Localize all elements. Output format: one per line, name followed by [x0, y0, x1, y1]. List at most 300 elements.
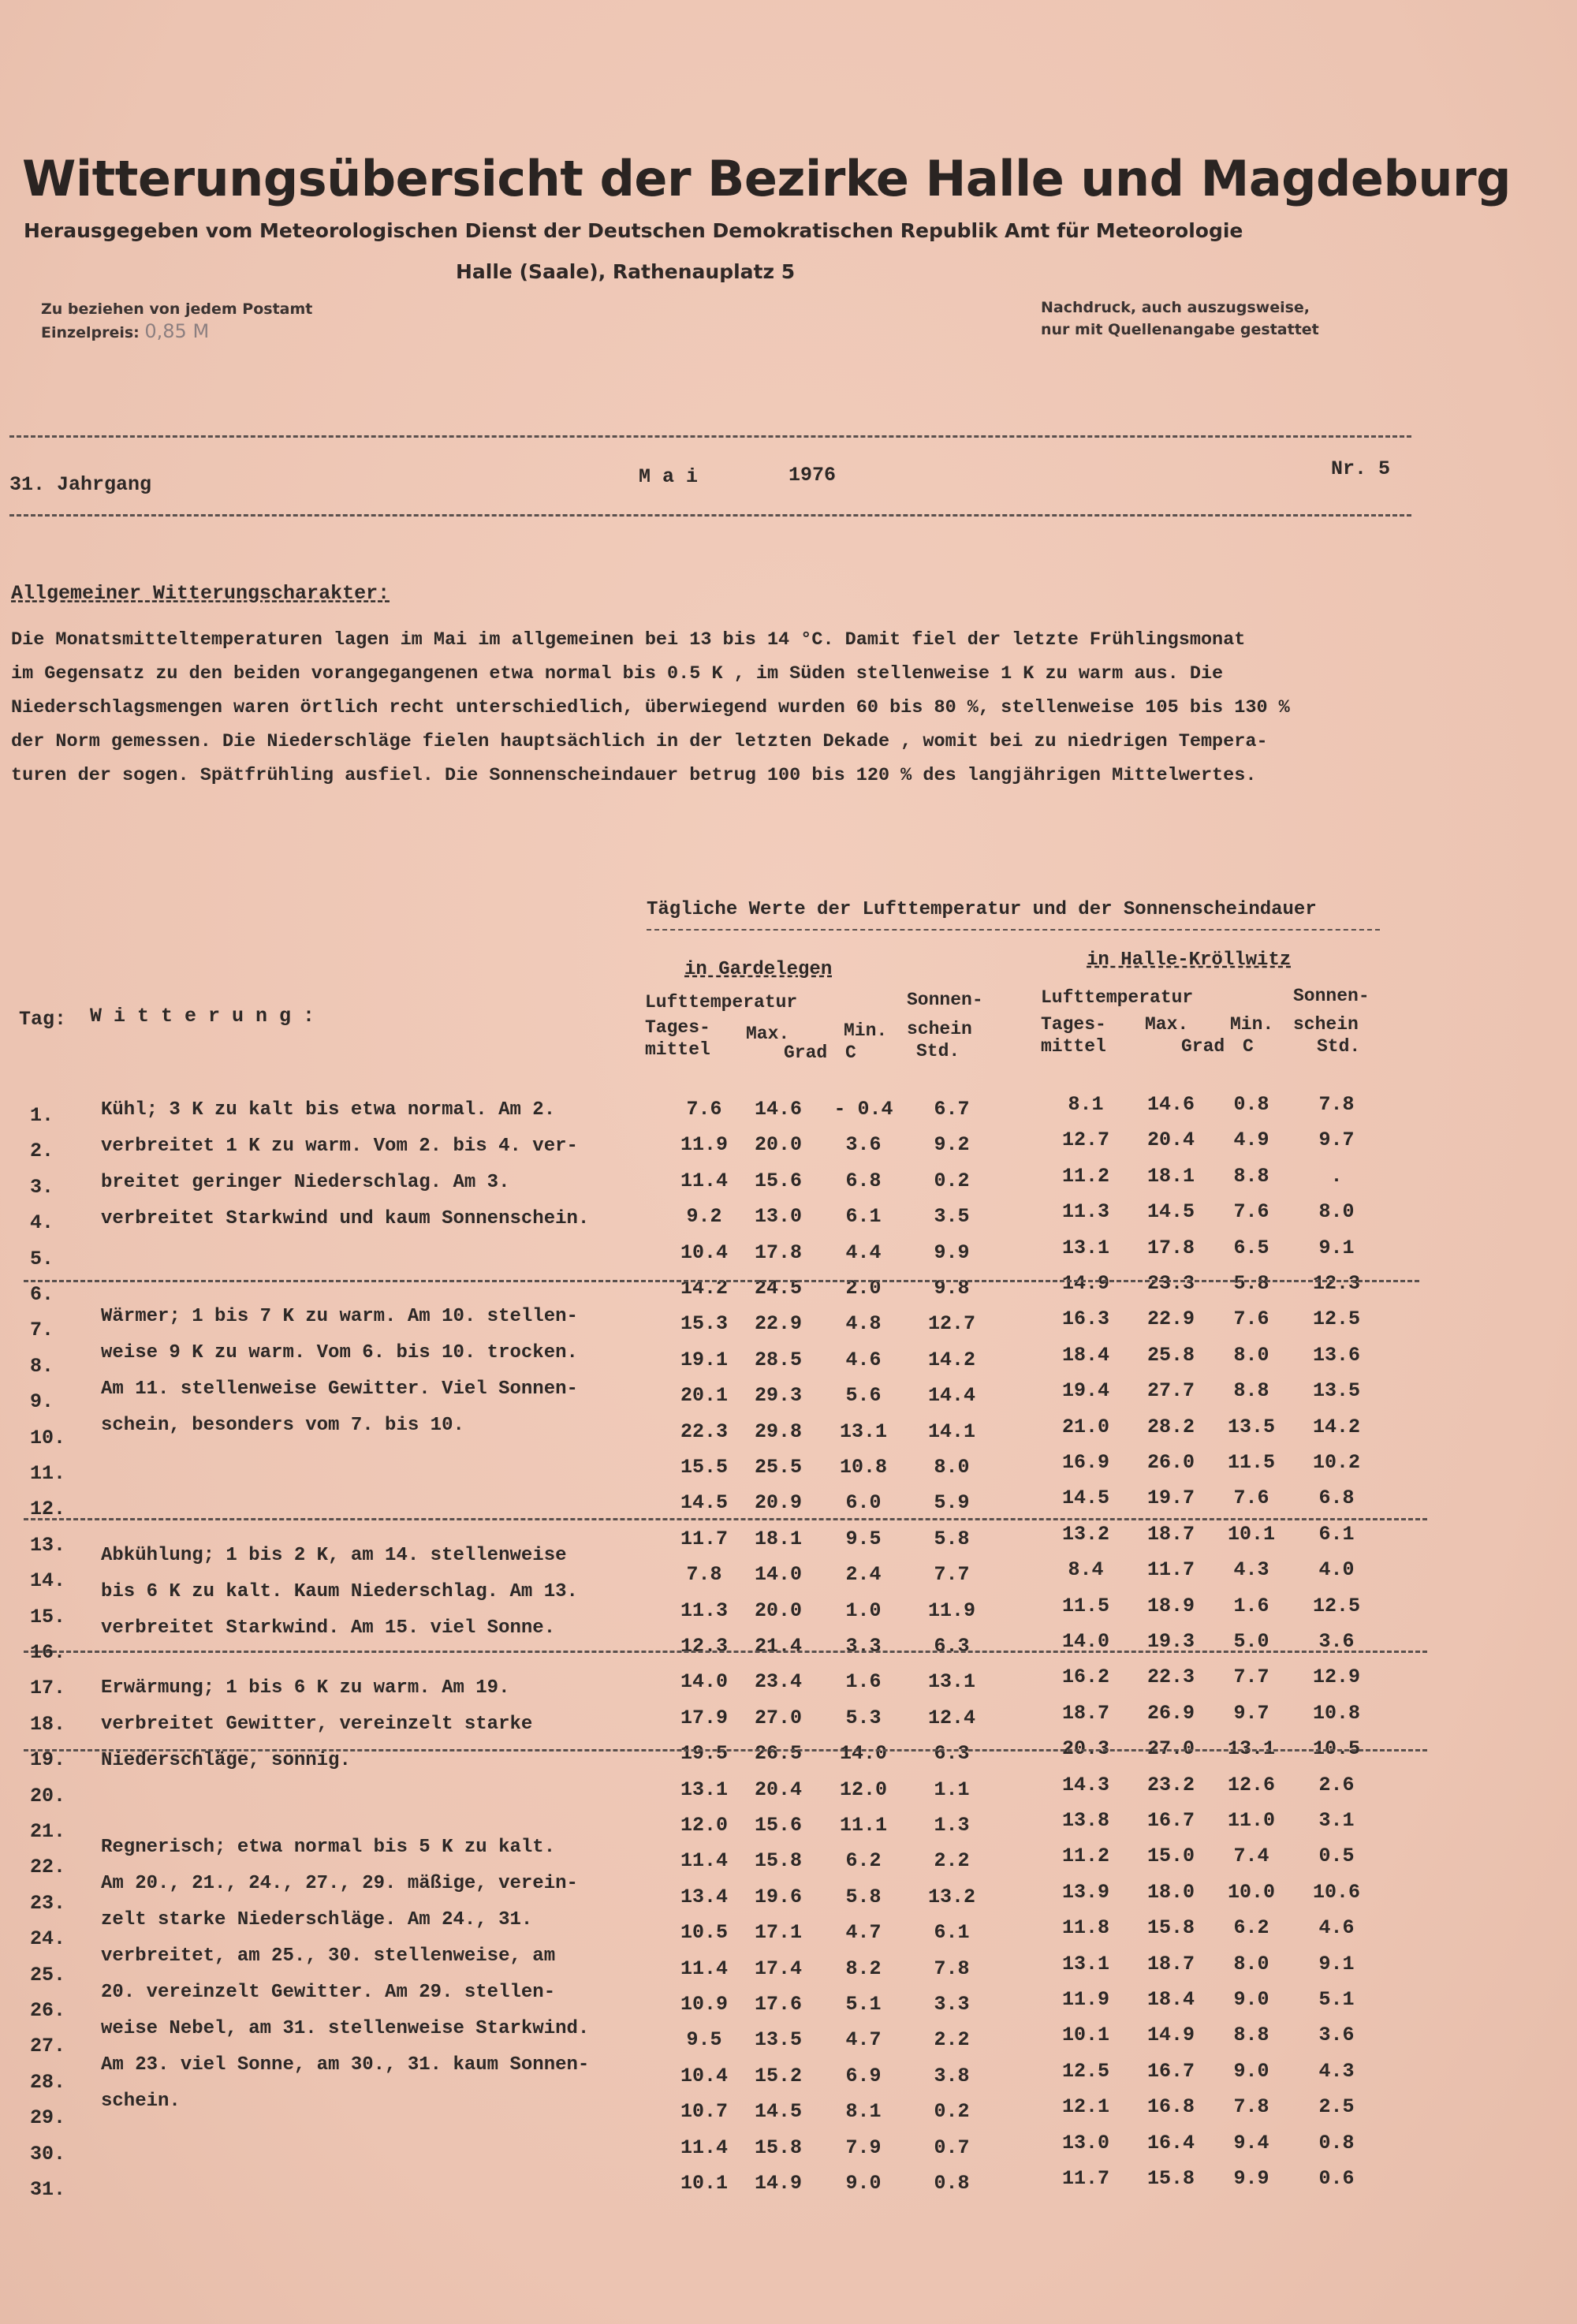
halle-cell: 5.0	[1233, 1630, 1269, 1653]
gardelegen-cell: 10.4	[680, 1241, 728, 1264]
gardelegen-cell: 7.8	[686, 1563, 722, 1586]
day-label: 14.	[30, 1569, 66, 1592]
day-label: 3.	[30, 1176, 54, 1199]
gardelegen-cell: 17.8	[754, 1241, 802, 1264]
publisher-address: Halle (Saale), Rathenauplatz 5	[456, 260, 796, 283]
gardelegen-cell: 11.3	[680, 1599, 728, 1622]
halle-cell: 7.6	[1233, 1307, 1269, 1330]
gardelegen-cell: 25.5	[754, 1456, 802, 1479]
halle-cell: 11.5	[1061, 1595, 1109, 1617]
halle-cell: 7.8	[1318, 1093, 1355, 1116]
gardelegen-cell: 14.9	[754, 2172, 802, 2195]
halle-cell: 9.1	[1318, 1237, 1355, 1259]
gardelegen-cell: 0.7	[934, 2136, 970, 2159]
day-label: 20.	[30, 1785, 66, 1807]
day-label: 22.	[30, 1856, 66, 1878]
halle-cell: 7.6	[1233, 1200, 1269, 1223]
halle-cell: 9.7	[1233, 1702, 1269, 1725]
halle-cell: 2.5	[1318, 2095, 1355, 2118]
gardelegen-cell: 3.5	[934, 1205, 970, 1228]
halle-cell: 5.8	[1233, 1272, 1269, 1295]
gardelegen-cell: 17.6	[754, 1993, 802, 2016]
gardelegen-cell: 6.3	[934, 1635, 970, 1658]
halle-cell: 18.7	[1146, 1953, 1195, 1975]
halle-cell: 14.2	[1312, 1416, 1360, 1438]
day-label: 30.	[30, 2143, 66, 2165]
header-min-2: Min.	[1230, 1014, 1274, 1035]
halle-cell: 12.5	[1312, 1307, 1360, 1330]
reprint-note: Nachdruck, auch auszugsweise, nur mit Quellenangabe gestattet	[1041, 299, 1319, 338]
halle-cell: 13.1	[1061, 1953, 1109, 1975]
gardelegen-cell: 12.0	[680, 1814, 728, 1837]
day-label: 4.	[30, 1211, 54, 1234]
halle-cell: 7.7	[1233, 1666, 1269, 1688]
gardelegen-cell: 0.8	[934, 2172, 970, 2195]
gardelegen-cell: 6.9	[845, 2065, 882, 2087]
rule-bottom	[9, 514, 1411, 517]
halle-cell: .	[1330, 1165, 1343, 1188]
header-schein-1: schein	[907, 1019, 972, 1039]
halle-cell: 1.6	[1233, 1595, 1269, 1617]
header-mittel-2: mittel	[1041, 1036, 1106, 1057]
gardelegen-cell: 5.6	[845, 1384, 882, 1407]
gardelegen-cell: 14.2	[680, 1277, 728, 1300]
gardelegen-cell: 6.3	[934, 1742, 970, 1765]
day-label: 23.	[30, 1892, 66, 1915]
day-label: 21.	[30, 1820, 66, 1843]
general-line: Die Monatsmitteltemperaturen lagen im Mai im allgemeinen bei 13 bis 14 °C. Damit fiel der letzte Frühlingsmonat	[11, 629, 1246, 651]
gardelegen-cell: 19.6	[754, 1886, 802, 1908]
halle-cell: 25.8	[1146, 1344, 1195, 1367]
gardelegen-cell: 20.0	[754, 1599, 802, 1622]
halle-cell: 20.3	[1061, 1737, 1109, 1760]
gardelegen-cell: 15.2	[754, 2065, 802, 2087]
header-c-2: C	[1243, 1036, 1254, 1057]
issue-year: 1976	[788, 464, 837, 487]
gardelegen-cell: 6.8	[845, 1169, 882, 1192]
halle-cell: 9.7	[1318, 1128, 1355, 1151]
halle-cell: 18.9	[1146, 1595, 1195, 1617]
gardelegen-cell: 6.0	[845, 1491, 882, 1514]
gardelegen-cell: 7.7	[934, 1563, 970, 1586]
halle-cell: 16.7	[1146, 2060, 1195, 2083]
gardelegen-cell: 11.4	[680, 1849, 728, 1872]
gardelegen-cell: 17.9	[680, 1707, 728, 1729]
halle-cell: 8.0	[1233, 1953, 1269, 1975]
header-tages-1: Tages-	[645, 1017, 710, 1038]
halle-cell: 13.5	[1227, 1416, 1275, 1438]
period-description: Kühl; 3 K zu kalt bis etwa normal. Am 2. verbreitet 1 K zu warm. Vom 2. bis 4. ver- breitet geringer Niederschlag. Am 3. verbreitet Starkwind und kaum Sonnenschein.	[101, 1099, 590, 1229]
header-min-1: Min.	[844, 1020, 888, 1041]
day-label: 8.	[30, 1355, 54, 1378]
halle-cell: 12.5	[1061, 2060, 1109, 2083]
halle-cell: 11.7	[1061, 2167, 1109, 2190]
gardelegen-cell: 12.3	[680, 1635, 728, 1658]
publisher-line: Herausgegeben vom Meteorologischen Dienst der Deutschen Demokratischen Republik Amt für Meteorologie	[24, 219, 1243, 242]
gardelegen-cell: 19.5	[680, 1742, 728, 1765]
halle-cell: 9.0	[1233, 1988, 1269, 2011]
halle-cell: 13.5	[1312, 1379, 1360, 1402]
halle-cell: 8.1	[1068, 1093, 1104, 1116]
halle-cell: 19.4	[1061, 1379, 1109, 1402]
gardelegen-cell: 1.0	[845, 1599, 882, 1622]
halle-cell: 6.1	[1318, 1523, 1355, 1546]
halle-cell: 6.8	[1318, 1487, 1355, 1509]
gardelegen-cell: 3.6	[845, 1133, 882, 1156]
halle-cell: 27.7	[1146, 1379, 1195, 1402]
period-description: Regnerisch; etwa normal bis 5 K zu kalt. Am 20., 21., 24., 27., 29. mäßige, verein- zelt starke Niederschläge. Am 24., 31. verbreitet, am 25., 30. stellenweise, am 20. vereinzelt Gewitter. Am 29. stellen- weise Nebel, am 31. stellenweise Starkwind. Am 23. viel Sonne, am 30., 31. kaum Sonnen- schein.	[101, 1837, 590, 2112]
gardelegen-cell: 10.5	[680, 1921, 728, 1944]
gardelegen-cell: 10.7	[680, 2100, 728, 2123]
halle-cell: 12.6	[1227, 1774, 1275, 1796]
halle-cell: 11.8	[1061, 1916, 1109, 1939]
halle-cell: 10.1	[1227, 1523, 1275, 1546]
gardelegen-cell: 11.4	[680, 1957, 728, 1980]
header-sonnen-1: Sonnen-	[907, 990, 983, 1010]
halle-cell: 3.6	[1318, 2024, 1355, 2046]
halle-cell: 2.6	[1318, 1774, 1355, 1796]
halle-cell: 14.0	[1061, 1630, 1109, 1653]
header-std-1: Std.	[916, 1041, 960, 1061]
halle-cell: 13.1	[1061, 1237, 1109, 1259]
halle-cell: 18.1	[1146, 1165, 1195, 1188]
halle-cell: 11.7	[1146, 1558, 1195, 1581]
gardelegen-cell: 14.0	[754, 1563, 802, 1586]
gardelegen-cell: 13.0	[754, 1205, 802, 1228]
gardelegen-cell: 29.8	[754, 1420, 802, 1443]
gardelegen-cell: 9.9	[934, 1241, 970, 1264]
day-label: 27.	[30, 2035, 66, 2057]
gardelegen-cell: 20.9	[754, 1491, 802, 1514]
halle-cell: 13.2	[1061, 1523, 1109, 1546]
day-label: 25.	[30, 1964, 66, 1986]
day-label: 18.	[30, 1713, 66, 1736]
gardelegen-cell: 5.8	[845, 1886, 882, 1908]
gardelegen-cell: 3.3	[845, 1635, 882, 1658]
gardelegen-cell: 9.2	[934, 1133, 970, 1156]
gardelegen-cell: 20.0	[754, 1133, 802, 1156]
gardelegen-cell: 5.3	[845, 1707, 882, 1729]
halle-cell: 12.5	[1312, 1595, 1360, 1617]
gardelegen-cell: 10.1	[680, 2172, 728, 2195]
gardelegen-cell: 4.7	[845, 1921, 882, 1944]
gardelegen-cell: 14.2	[927, 1349, 975, 1371]
halle-cell: 12.1	[1061, 2095, 1109, 2118]
gardelegen-cell: 4.4	[845, 1241, 882, 1264]
gardelegen-cell: 10.4	[680, 2065, 728, 2087]
halle-cell: 23.2	[1146, 1774, 1195, 1796]
halle-cell: 19.7	[1146, 1487, 1195, 1509]
halle-cell: 6.2	[1233, 1916, 1269, 1939]
day-label: 24.	[30, 1927, 66, 1950]
gardelegen-cell: 14.0	[680, 1670, 728, 1693]
general-heading: Allgemeiner Witterungscharakter:	[11, 582, 390, 605]
halle-cell: 3.1	[1318, 1809, 1355, 1832]
halle-cell: 13.6	[1312, 1344, 1360, 1367]
general-paragraph	[11, 623, 1290, 793]
halle-cell: 22.3	[1146, 1666, 1195, 1688]
halle-cell: 10.2	[1312, 1451, 1360, 1474]
halle-cell: 8.0	[1233, 1344, 1269, 1367]
gardelegen-cell: 11.9	[927, 1599, 975, 1622]
gardelegen-cell: 0.2	[934, 1169, 970, 1192]
halle-cell: 18.4	[1146, 1988, 1195, 2011]
halle-cell: 11.0	[1227, 1809, 1275, 1832]
issue-month: M a i	[639, 465, 699, 488]
gardelegen-cell: 0.2	[934, 2100, 970, 2123]
gardelegen-cell: 14.4	[927, 1384, 975, 1407]
header-mittel-1: mittel	[645, 1039, 710, 1060]
halle-cell: 15.0	[1146, 1845, 1195, 1867]
halle-cell: 7.4	[1233, 1845, 1269, 1867]
halle-cell: 14.3	[1061, 1774, 1109, 1796]
halle-cell: 13.9	[1061, 1881, 1109, 1904]
header-grad-1: Grad	[784, 1043, 828, 1063]
day-label: 11.	[30, 1462, 66, 1485]
gardelegen-cell: 6.1	[934, 1921, 970, 1944]
gardelegen-cell: 10.8	[839, 1456, 887, 1479]
gardelegen-cell: 17.1	[754, 1921, 802, 1944]
header-max-1: Max.	[746, 1024, 790, 1044]
halle-cell: 14.5	[1146, 1200, 1195, 1223]
gardelegen-cell: 26.5	[754, 1742, 802, 1765]
table-title: Tägliche Werte der Lufttemperatur und der Sonnenscheindauer	[647, 899, 1317, 920]
halle-cell: 9.4	[1233, 2132, 1269, 2154]
gardelegen-cell: 14.5	[754, 2100, 802, 2123]
gardelegen-cell: 9.5	[845, 1528, 882, 1550]
halle-cell: 23.3	[1146, 1272, 1195, 1295]
gardelegen-cell: 20.4	[754, 1778, 802, 1801]
gardelegen-cell: 11.4	[680, 2136, 728, 2159]
halle-cell: 12.9	[1312, 1666, 1360, 1688]
header-lufttemperatur-1: Lufttemperatur	[645, 992, 798, 1013]
halle-cell: 10.5	[1312, 1737, 1360, 1760]
period-description: Erwärmung; 1 bis 6 K zu warm. Am 19. verbreitet Gewitter, vereinzelt starke Niederschläge, sonnig.	[101, 1677, 533, 1771]
halle-cell: 18.7	[1061, 1702, 1109, 1725]
gardelegen-cell: 13.2	[927, 1886, 975, 1908]
period-description: Abkühlung; 1 bis 2 K, am 14. stellenweise bis 6 K zu kalt. Kaum Niederschlag. Am 13. verbreitet Starkwind. Am 15. viel Sonne.	[101, 1545, 578, 1639]
gardelegen-cell: 9.2	[686, 1205, 722, 1228]
gardelegen-cell: 3.3	[934, 1993, 970, 2016]
issue-number: Nr. 5	[1331, 457, 1391, 480]
col-tag: Tag:	[19, 1008, 67, 1031]
day-label: 19.	[30, 1748, 66, 1771]
gardelegen-cell: 8.1	[845, 2100, 882, 2123]
gardelegen-cell: 6.7	[934, 1098, 970, 1121]
gardelegen-cell: 14.6	[754, 1098, 802, 1121]
day-label: 26.	[30, 1999, 66, 2022]
halle-cell: 8.8	[1233, 1165, 1269, 1188]
day-label: 1.	[30, 1104, 54, 1127]
halle-cell: 0.5	[1318, 1845, 1355, 1867]
gardelegen-cell: 1.1	[934, 1778, 970, 1801]
gardelegen-cell: 15.8	[754, 2136, 802, 2159]
gardelegen-cell: 2.0	[845, 1277, 882, 1300]
gardelegen-cell: 11.7	[680, 1528, 728, 1550]
header-lufttemperatur-2: Lufttemperatur	[1041, 987, 1194, 1008]
gardelegen-cell: 3.8	[934, 2065, 970, 2087]
day-label: 7.	[30, 1319, 54, 1341]
halle-cell: 16.7	[1146, 1809, 1195, 1832]
station-halle: in Halle-Kröllwitz	[1087, 949, 1292, 971]
volume-label: 31. Jahrgang	[9, 473, 152, 496]
gardelegen-cell: - 0.4	[833, 1098, 893, 1121]
period-description: Wärmer; 1 bis 7 K zu warm. Am 10. stellen- weise 9 K zu warm. Vom 6. bis 10. trocken. Am 11. stellenweise Gewitter. Viel Sonnen- schein, besonders vom 7. bis 10.	[101, 1306, 578, 1436]
day-label: 16.	[30, 1641, 66, 1664]
halle-cell: 14.9	[1146, 2024, 1195, 2046]
col-witterung: W i t t e r u n g :	[90, 1005, 315, 1028]
header-tages-2: Tages-	[1041, 1014, 1106, 1035]
gardelegen-cell: 14.1	[927, 1420, 975, 1443]
halle-cell: 16.4	[1146, 2132, 1195, 2154]
gardelegen-cell: 4.7	[845, 2028, 882, 2051]
gardelegen-cell: 22.9	[754, 1312, 802, 1335]
gardelegen-cell: 12.7	[927, 1312, 975, 1335]
halle-cell: 13.8	[1061, 1809, 1109, 1832]
gardelegen-cell: 24.5	[754, 1277, 802, 1300]
gardelegen-cell: 13.5	[754, 2028, 802, 2051]
gardelegen-cell: 7.9	[845, 2136, 882, 2159]
halle-cell: 9.0	[1233, 2060, 1269, 2083]
header-sonnen-2: Sonnen-	[1293, 986, 1370, 1006]
halle-cell: 18.7	[1146, 1523, 1195, 1546]
gardelegen-cell: 1.6	[845, 1670, 882, 1693]
gardelegen-cell: 9.5	[686, 2028, 722, 2051]
gardelegen-cell: 5.1	[845, 1993, 882, 2016]
gardelegen-cell: 5.8	[934, 1528, 970, 1550]
halle-cell: 9.9	[1233, 2167, 1269, 2190]
halle-cell: 6.5	[1233, 1237, 1269, 1259]
halle-cell: 16.2	[1061, 1666, 1109, 1688]
halle-cell: 20.4	[1146, 1128, 1195, 1151]
period-separator	[24, 1518, 1427, 1520]
table-title-underline	[647, 929, 1380, 931]
day-label: 9.	[30, 1390, 54, 1413]
halle-cell: 18.4	[1061, 1344, 1109, 1367]
halle-cell: 8.0	[1318, 1200, 1355, 1223]
day-label: 28.	[30, 2071, 66, 2094]
gardelegen-cell: 23.4	[754, 1670, 802, 1693]
gardelegen-cell: 14.0	[839, 1742, 887, 1765]
day-label: 17.	[30, 1677, 66, 1699]
halle-cell: 3.6	[1318, 1630, 1355, 1653]
gardelegen-cell: 29.3	[754, 1384, 802, 1407]
halle-cell: 4.6	[1318, 1916, 1355, 1939]
gardelegen-cell: 9.0	[845, 2172, 882, 2195]
gardelegen-cell: 27.0	[754, 1707, 802, 1729]
general-line: im Gegensatz zu den beiden vorangegangenen etwa normal bis 0.5 K , im Süden stellenweise 1 K zu warm aus. Die	[11, 663, 1224, 685]
header-std-2: Std.	[1317, 1036, 1361, 1057]
halle-cell: 14.9	[1061, 1272, 1109, 1295]
halle-cell: 10.1	[1061, 2024, 1109, 2046]
halle-cell: 18.0	[1146, 1881, 1195, 1904]
rule-top	[9, 435, 1411, 438]
general-line: der Norm gemessen. Die Niederschläge fielen hauptsächlich in der letzten Dekade , womit bei zu niedrigen Tempera-	[11, 731, 1268, 752]
halle-cell: 8.4	[1068, 1558, 1104, 1581]
station-gardelegen: in Gardelegen	[684, 959, 833, 980]
period-separator	[24, 1651, 1427, 1653]
halle-cell: 8.8	[1233, 2024, 1269, 2046]
halle-cell: 8.8	[1233, 1379, 1269, 1402]
gardelegen-cell: 7.6	[686, 1098, 722, 1121]
halle-cell: 9.1	[1318, 1953, 1355, 1975]
gardelegen-cell: 21.4	[754, 1635, 802, 1658]
halle-cell: 11.2	[1061, 1165, 1109, 1188]
gardelegen-cell: 18.1	[754, 1528, 802, 1550]
period-separator	[24, 1280, 1419, 1282]
gardelegen-cell: 1.3	[934, 1814, 970, 1837]
gardelegen-cell: 12.0	[839, 1778, 887, 1801]
gardelegen-cell: 5.9	[934, 1491, 970, 1514]
halle-cell: 10.6	[1312, 1881, 1360, 1904]
gardelegen-cell: 6.1	[845, 1205, 882, 1228]
day-label: 2.	[30, 1140, 54, 1162]
halle-cell: 12.3	[1312, 1272, 1360, 1295]
halle-cell: 11.9	[1061, 1988, 1109, 2011]
header-schein-2: schein	[1293, 1014, 1359, 1035]
halle-cell: 16.8	[1146, 2095, 1195, 2118]
day-label: 10.	[30, 1427, 66, 1449]
halle-cell: 12.7	[1061, 1128, 1109, 1151]
halle-cell: 16.3	[1061, 1307, 1109, 1330]
header-max-2: Max.	[1145, 1014, 1189, 1035]
halle-cell: 0.8	[1233, 1093, 1269, 1116]
day-label: 31.	[30, 2178, 66, 2201]
header-c-1: C	[845, 1043, 856, 1063]
halle-cell: 26.0	[1146, 1451, 1195, 1474]
halle-cell: 13.0	[1061, 2132, 1109, 2154]
halle-cell: 0.6	[1318, 2167, 1355, 2190]
gardelegen-cell: 13.1	[927, 1670, 975, 1693]
halle-cell: 19.3	[1146, 1630, 1195, 1653]
gardelegen-cell: 9.8	[934, 1277, 970, 1300]
gardelegen-cell: 28.5	[754, 1349, 802, 1371]
gardelegen-cell: 15.3	[680, 1312, 728, 1335]
halle-cell: 0.8	[1318, 2132, 1355, 2154]
gardelegen-cell: 11.4	[680, 1169, 728, 1192]
halle-cell: 15.8	[1146, 2167, 1195, 2190]
halle-cell: 28.2	[1146, 1416, 1195, 1438]
general-line: Niederschlagsmengen waren örtlich recht unterschiedlich, überwiegend wurden 60 bis 80 %, stellenweise 105 bis 130 %	[11, 697, 1290, 718]
gardelegen-cell: 12.4	[927, 1707, 975, 1729]
price-stamp: 0,85 M	[144, 320, 210, 342]
halle-cell: 14.5	[1061, 1487, 1109, 1509]
halle-cell: 4.9	[1233, 1128, 1269, 1151]
gardelegen-cell: 2.2	[934, 2028, 970, 2051]
header-grad-2: Grad	[1181, 1036, 1225, 1057]
gardelegen-cell: 6.2	[845, 1849, 882, 1872]
gardelegen-cell: 4.6	[845, 1349, 882, 1371]
gardelegen-cell: 15.6	[754, 1814, 802, 1837]
day-label: 15.	[30, 1606, 66, 1628]
gardelegen-cell: 14.5	[680, 1491, 728, 1514]
day-label: 12.	[30, 1498, 66, 1520]
gardelegen-cell: 17.4	[754, 1957, 802, 1980]
halle-cell: 17.8	[1146, 1237, 1195, 1259]
gardelegen-cell: 13.1	[680, 1778, 728, 1801]
gardelegen-cell: 8.0	[934, 1456, 970, 1479]
gardelegen-cell: 10.9	[680, 1993, 728, 2016]
halle-cell: 15.8	[1146, 1916, 1195, 1939]
halle-cell: 13.1	[1227, 1737, 1275, 1760]
gardelegen-cell: 2.4	[845, 1563, 882, 1586]
halle-cell: 11.2	[1061, 1845, 1109, 1867]
gardelegen-cell: 15.5	[680, 1456, 728, 1479]
gardelegen-cell: 8.2	[845, 1957, 882, 1980]
halle-cell: 7.6	[1233, 1487, 1269, 1509]
halle-cell: 14.6	[1146, 1093, 1195, 1116]
day-label: 13.	[30, 1534, 66, 1557]
